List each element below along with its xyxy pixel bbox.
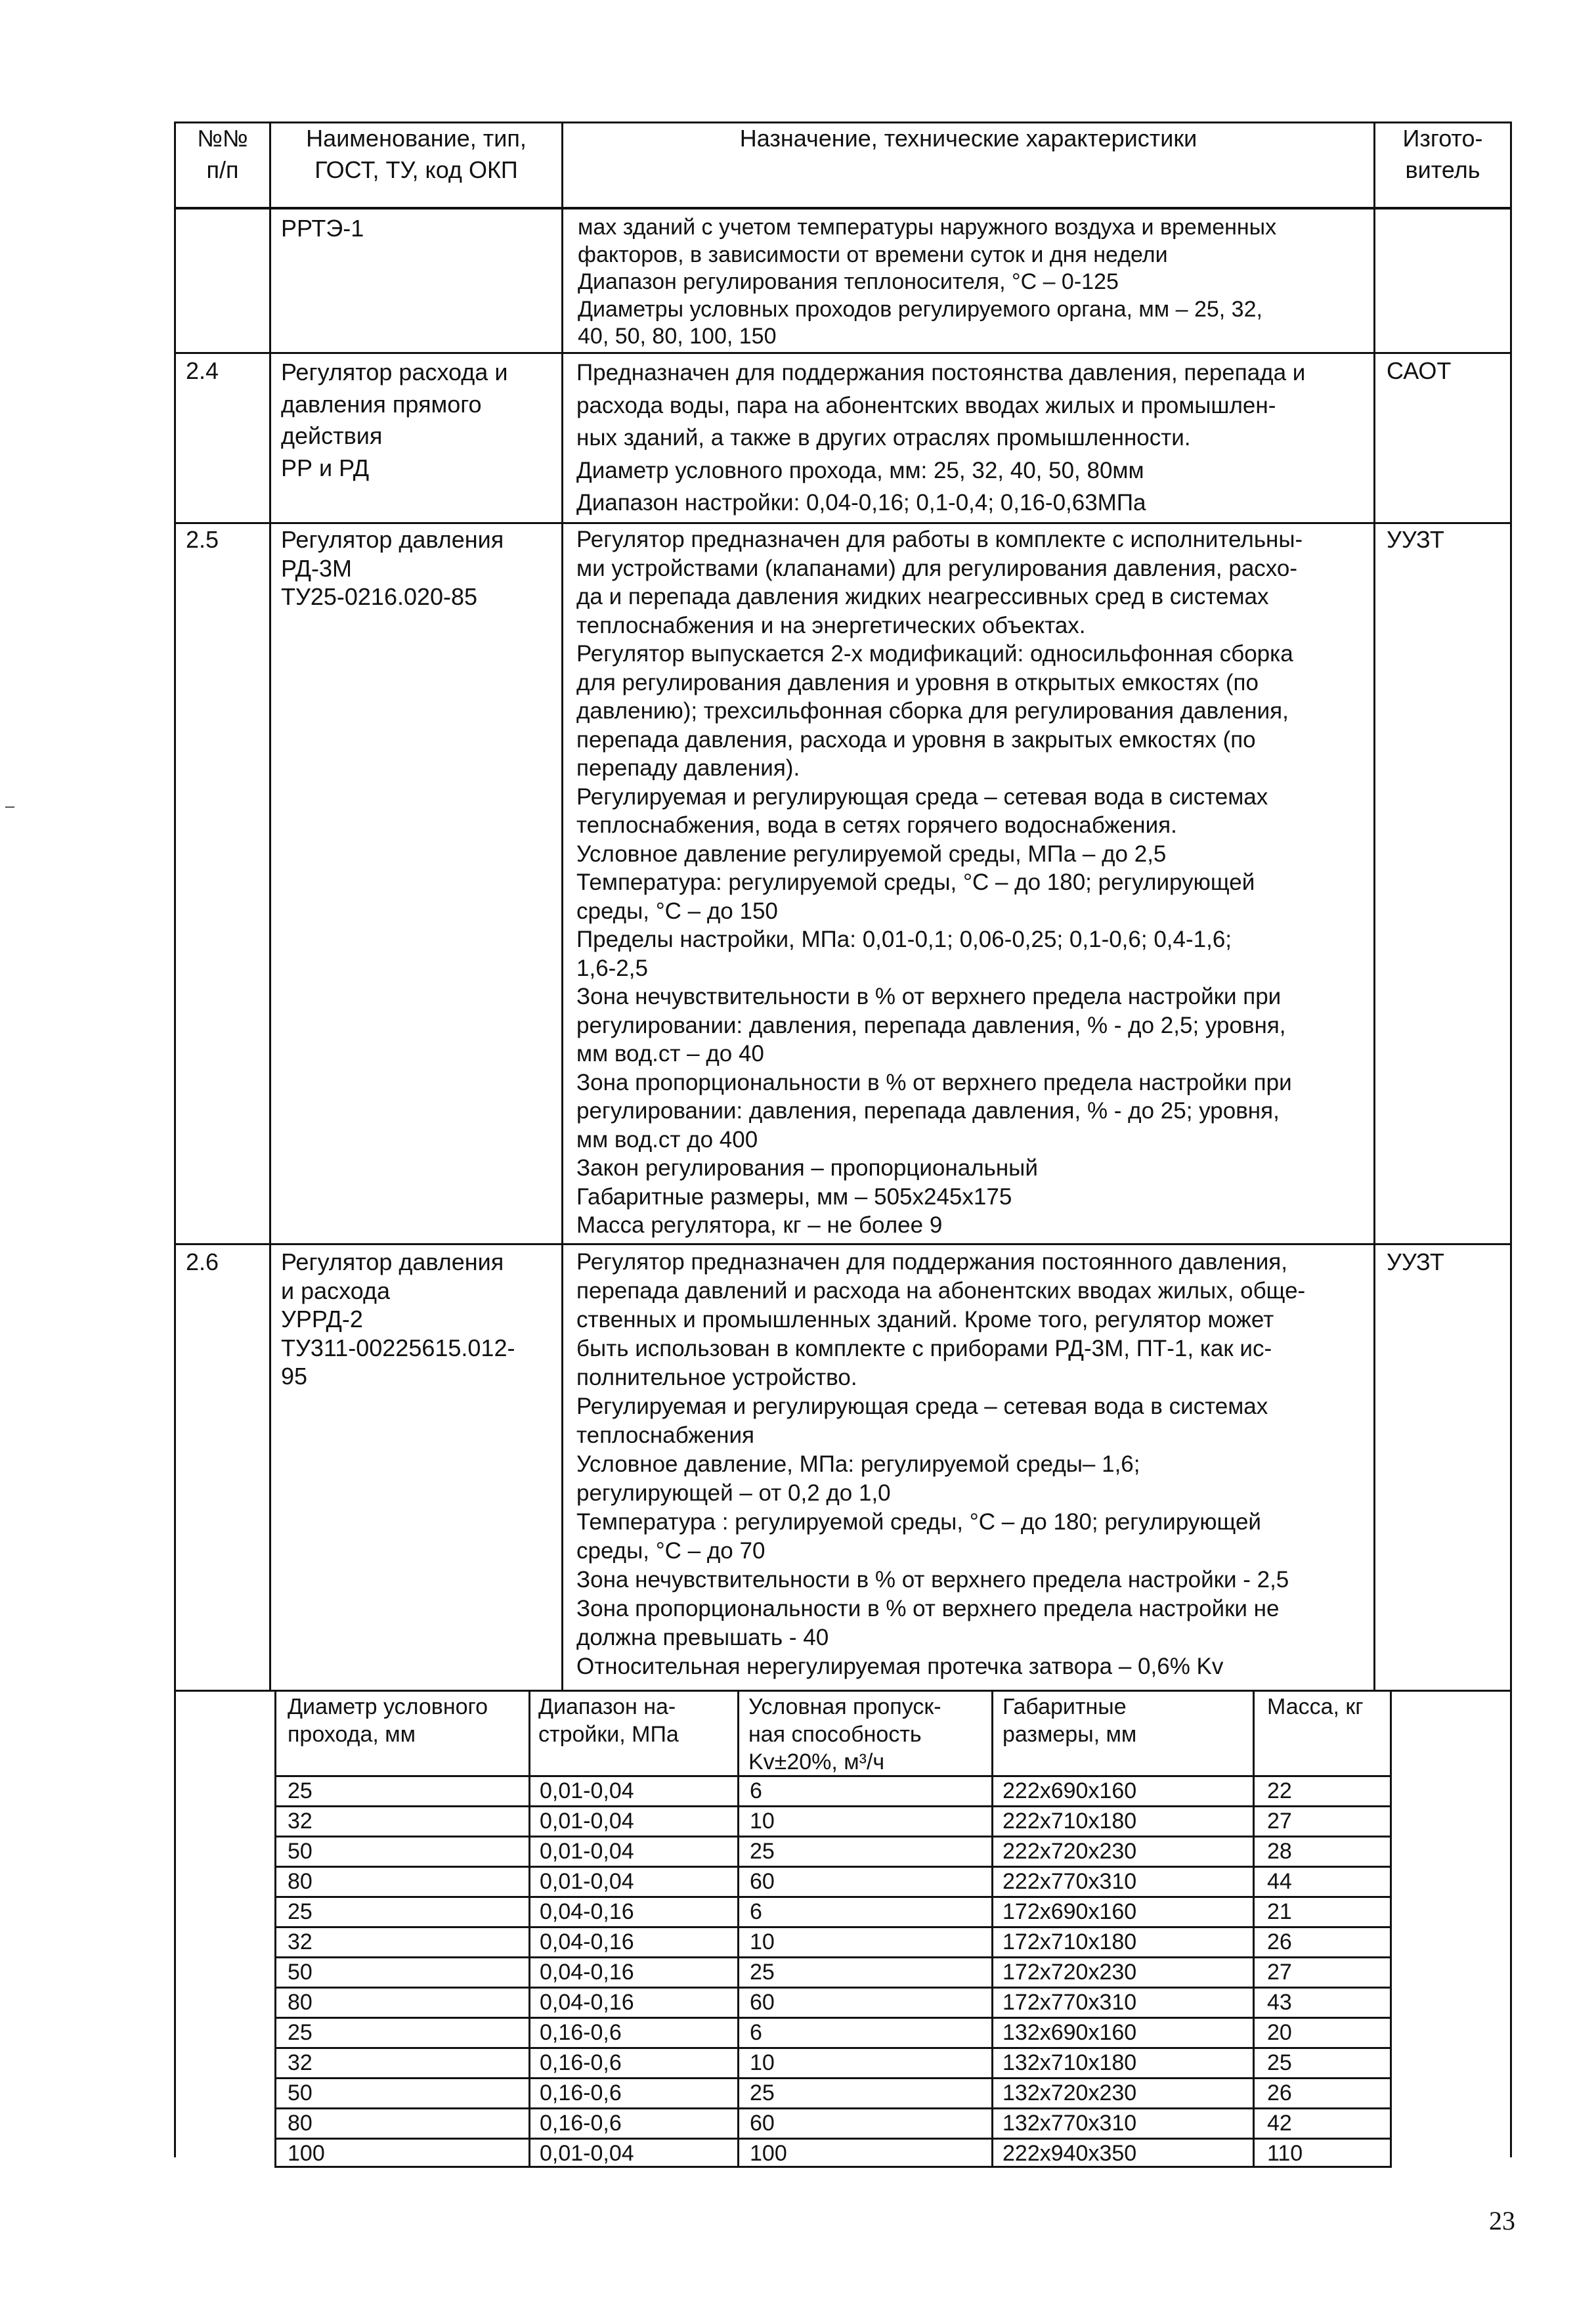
table-cell: 32 [288, 1929, 313, 1954]
table-cell: 0,04-0,16 [540, 1929, 634, 1954]
row-name: Регулятор давления и расхода УРРД-2 ТУ311-00225615.012- 95 [281, 1248, 515, 1390]
row-name: РРТЭ-1 [281, 215, 364, 242]
table-cell: 0,04-0,16 [540, 1960, 634, 1985]
table-cell: 44 [1267, 1869, 1292, 1894]
table-cell: 10 [750, 2050, 775, 2075]
table-cell: 80 [288, 1990, 313, 2015]
subtable-row-line [274, 1805, 1392, 1807]
table-cell: 27 [1267, 1809, 1292, 1834]
table-cell: 80 [288, 1869, 313, 1894]
table-cell: 222х720х230 [1003, 1839, 1137, 1864]
table-cell: 32 [288, 2050, 313, 2075]
table-cell: 132х770х310 [1003, 2111, 1137, 2136]
row-number: 2.6 [186, 1248, 219, 1275]
table-cell: 42 [1267, 2111, 1292, 2136]
subtable-row-line [274, 1836, 1392, 1838]
table-cell: 0,01-0,04 [540, 2141, 634, 2166]
table-cell: 80 [288, 2111, 313, 2136]
table-cell: 25 [750, 1960, 775, 1985]
row-number: 2.5 [186, 526, 219, 553]
subtable-column-divider [528, 1690, 530, 2167]
table-cell: 0,01-0,04 [540, 1778, 634, 1803]
row-divider [174, 522, 1512, 524]
subtable-header-mass: Масса, кг [1267, 1694, 1364, 1719]
subtable-top-line [174, 1690, 1512, 1692]
table-cell: 0,01-0,04 [540, 1809, 634, 1834]
scan-mark [5, 806, 14, 808]
table-cell: 25 [288, 1899, 313, 1924]
header-bottom-line [174, 207, 1512, 209]
table-cell: 0,16-0,6 [540, 2080, 622, 2105]
table-cell: 43 [1267, 1990, 1292, 2015]
subtable-row-line [274, 1866, 1392, 1868]
row-description: Регулятор предназначен для поддержания постоянного давления, перепада давлений и расхода на абонентских вводах жилых, обще- ственных и промышленных зданий. Кроме того, регулятор может быть использован в комплекте с приборами РД-3М, ПТ-1, как ис- полнительное устройство. Регулируемая и регулирующая среда – сетевая вода в системах теплоснабжения Условное давление, МПа: регулируемой среды– 1,6; регулирующей – от 0,2 до 1,0 Температура : регулируемой среды, °С – до 180; регулирующей среды, °С – до 70 Зона нечувствительности в % от верхнего предела настройки - 2,5 Зона пропорциональности в % от верхнего предела настройки не должна превышать - 40 Относительная нерегулируемая протечка затвора – 0,6% Kv [576, 1249, 1306, 1679]
table-cell: 0,01-0,04 [540, 1869, 634, 1894]
table-cell: 60 [750, 1990, 775, 2015]
table-column-divider [269, 121, 271, 1691]
subtable-row-line [274, 2017, 1392, 2019]
subtable-row-line [274, 2107, 1392, 2109]
table-cell: 0,01-0,04 [540, 1839, 634, 1864]
table-cell: 110 [1267, 2141, 1303, 2166]
table-cell: 100 [288, 2141, 325, 2166]
table-border-right [1510, 121, 1512, 2157]
table-cell: 21 [1267, 1899, 1292, 1924]
subtable-column-range [540, 1776, 634, 2168]
subtable-row-line [274, 2077, 1392, 2079]
row-maker: САОТ [1387, 357, 1452, 384]
row-description: Регулятор предназначен для работы в комплекте с исполнительны- ми устройствами (клапанами) для регулирования давления, расхо- да и перепада давления жидких неагрессивных сред в системах теплоснабжения и на энергетических объектах. Регулятор выпускается 2-х модификаций: односильфонная сборка для регулирования давления и уровня в открытых емкостях (по давлению); трехсильфонная сборка для регулирования давления, перепада давления, расхода и уровня в закрытых емкостях (по перепаду давления). Регулируемая и регулирующая среда – сетевая вода в системах теплоснабжения, вода в сетях горячего водоснабжения. Условное давление регулируемой среды, МПа – до 2,5 Температура: регулируемой среды, °С – до 180; регулирующей среды, °С – до 150 Пределы настройки, МПа: 0,01-0,1; 0,06-0,25; 0,1-0,6; 0,4-1,6; 1,6-2,5 Зона нечувствительности в % от верхнего предела настройки при регулировании: давления, перепада давления, % - до 2,5; уровня, мм вод.ст – до 40 Зона пропорциональности в % от верхнего предела настройки при регулировании: давления, перепада давления, % - до 25; уровня, мм вод.ст до 400 Закон регулирования – пропорциональный Габаритные размеры, мм – 505х245х175 Масса регулятора, кг – не более 9 [576, 527, 1303, 1238]
subtable-border-right [1390, 1690, 1392, 2167]
table-column-divider [561, 121, 563, 1691]
subtable-column-diameter [288, 1776, 325, 2168]
table-cell: 172х690х160 [1003, 1899, 1137, 1924]
table-cell: 25 [750, 1839, 775, 1864]
subtable-header-range: Диапазон на- стройки, МПа [538, 1694, 679, 1747]
table-cell: 25 [750, 2080, 775, 2105]
table-cell: 222х770х310 [1003, 1869, 1137, 1894]
subtable-header-capacity: Условная пропуск- ная способность Kv±20%, м³/ч [748, 1694, 941, 1774]
table-cell: 100 [750, 2141, 787, 2166]
table-cell: 132х690х160 [1003, 2020, 1137, 2045]
table-cell: 0,04-0,16 [540, 1899, 634, 1924]
table-cell: 25 [288, 1778, 313, 1803]
table-cell: 26 [1267, 2080, 1292, 2105]
table-cell: 25 [1267, 2050, 1292, 2075]
table-cell: 0,04-0,16 [540, 1990, 634, 2015]
table-cell: 6 [750, 2020, 762, 2045]
subtable-row-line [274, 1896, 1392, 1898]
subtable-row-line [274, 2138, 1392, 2140]
table-cell: 6 [750, 1899, 762, 1924]
table-cell: 50 [288, 1960, 313, 1985]
table-cell: 32 [288, 1809, 313, 1834]
subtable-bottom [274, 2166, 1392, 2168]
table-cell: 172х720х230 [1003, 1960, 1137, 1985]
table-cell: 22 [1267, 1778, 1292, 1803]
subtable-row-line [274, 1926, 1392, 1928]
subtable-row-line [274, 2047, 1392, 2049]
table-border-left [174, 121, 176, 2157]
header-maker: Изгото- витель [1402, 125, 1483, 183]
subtable-border-left [274, 1690, 276, 2167]
page-number: 23 [1489, 2206, 1515, 2235]
table-cell: 25 [288, 2020, 313, 2045]
table-cell: 0,16-0,6 [540, 2050, 622, 2075]
subtable-column-divider [737, 1690, 739, 2167]
subtable-row-line [274, 1987, 1392, 1989]
table-cell: 20 [1267, 2020, 1292, 2045]
subtable-header-dimensions: Габаритные размеры, мм [1003, 1694, 1137, 1747]
row-name: Регулятор расхода и давления прямого действия РР и РД [281, 359, 508, 481]
table-cell: 132х720х230 [1003, 2080, 1137, 2105]
header-name: Наименование, тип, ГОСТ, ТУ, код ОКП [306, 125, 527, 183]
table-cell: 26 [1267, 1929, 1292, 1954]
table-cell: 10 [750, 1929, 775, 1954]
subtable-column-divider [991, 1690, 993, 2167]
header-purpose: Назначение, технические характеристики [739, 125, 1197, 152]
table-column-divider [1373, 121, 1375, 1691]
table-cell: 50 [288, 2080, 313, 2105]
table-cell: 28 [1267, 1839, 1292, 1864]
row-maker: УУЗТ [1387, 526, 1444, 553]
table-cell: 60 [750, 1869, 775, 1894]
subtable-column-capacity [750, 1776, 787, 2168]
table-cell: 60 [750, 2111, 775, 2136]
subtable-column-divider [1253, 1690, 1255, 2167]
row-description: Предназначен для поддержания постоянства давления, перепада и расхода воды, пара на абонентских вводах жилых и промышлен- ных зданий, а также в других отраслях промышленности. Диаметр условного прохода, мм: 25, 32, 40, 50, 80мм Диапазон настройки: 0,04-0,16; 0,1-0,4; 0,16-0,63МПа [576, 360, 1306, 516]
table-cell: 27 [1267, 1960, 1292, 1985]
table-cell: 222х940х350 [1003, 2141, 1137, 2166]
table-cell: 50 [288, 1839, 313, 1864]
row-maker: УУЗТ [1387, 1248, 1444, 1275]
subtable-row-line [274, 1956, 1392, 1958]
table-cell: 6 [750, 1778, 762, 1803]
table-cell: 10 [750, 1809, 775, 1834]
subtable-column-dimensions [1003, 1776, 1136, 2168]
row-divider [174, 1243, 1512, 1245]
row-number: 2.4 [186, 357, 219, 384]
row-description: мах зданий с учетом температуры наружного воздуха и временных факторов, в зависимости от времени суток и дня недели Диапазон регулирования теплоносителя, °С – 0-125 Диаметры условных проходов регулируемого органа, мм – 25, 32, 40, 50, 80, 100, 150 [578, 215, 1277, 349]
table-cell: 222х690х160 [1003, 1778, 1137, 1803]
row-name: Регулятор давления РД-3М ТУ25-0216.020-85 [281, 526, 504, 610]
table-cell: 132х710х180 [1003, 2050, 1137, 2075]
subtable-column-mass [1267, 1776, 1303, 2168]
row-divider [174, 352, 1512, 354]
table-cell: 172х710х180 [1003, 1929, 1137, 1954]
table-cell: 0,16-0,6 [540, 2020, 622, 2045]
header-number: №№ п/п [197, 125, 248, 183]
table-cell: 172х770х310 [1003, 1990, 1137, 2015]
table-cell: 0,16-0,6 [540, 2111, 622, 2136]
table-cell: 222х710х180 [1003, 1809, 1137, 1834]
subtable-header-diameter: Диаметр условного прохода, мм [288, 1694, 488, 1747]
